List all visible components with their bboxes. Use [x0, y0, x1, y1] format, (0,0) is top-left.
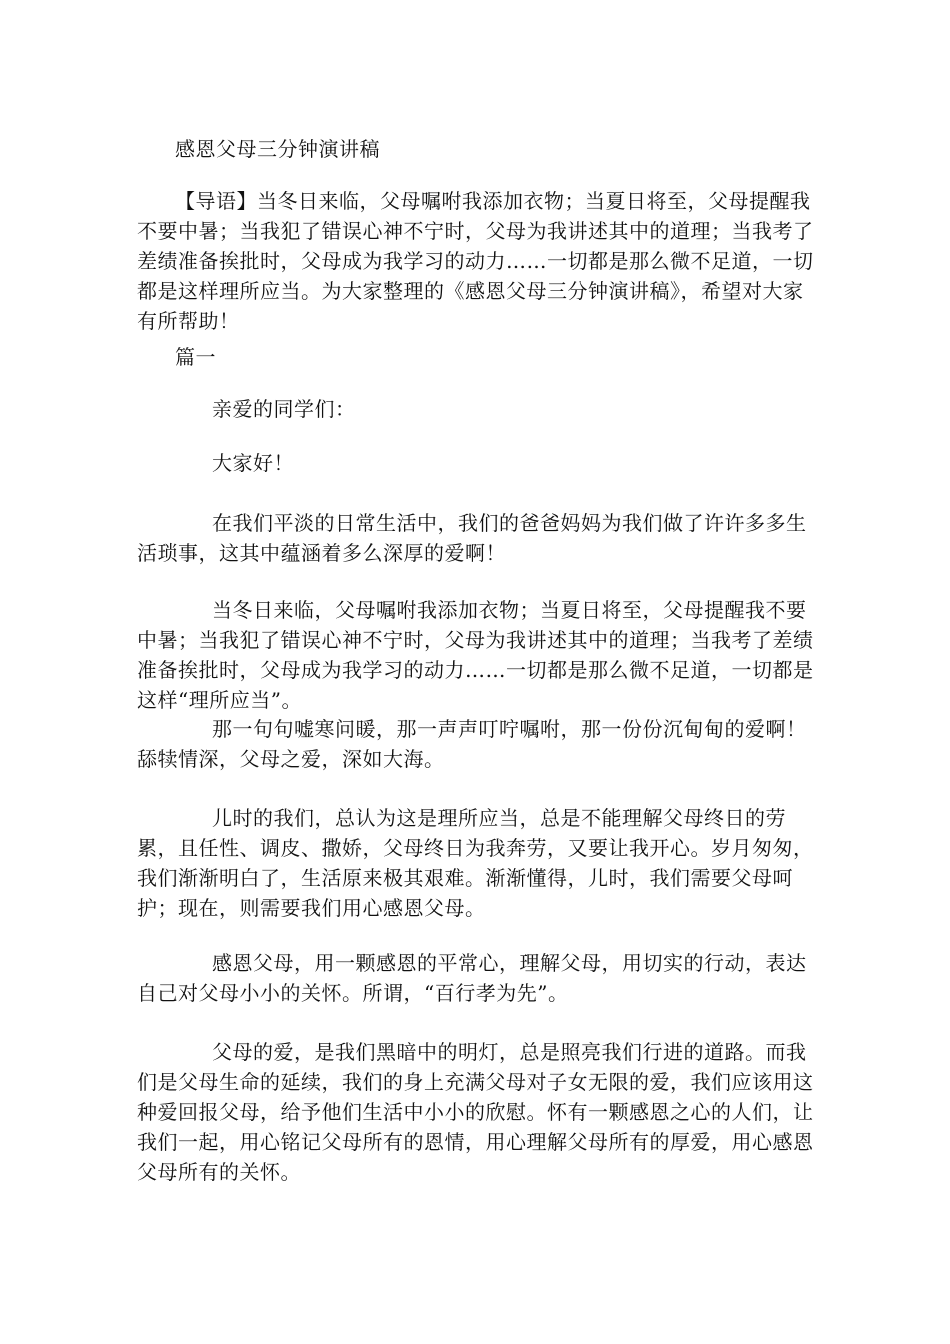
- document-title: 感恩父母三分钟演讲稿: [175, 137, 380, 161]
- intro-paragraph: 【导语】当冬日来临，父母嘱咐我添加衣物；当夏日将至，父母提醒我不要中暑；当我犯了错误心神不宁时，父母为我讲述其中的道理；当我考了差绩准备挨批时，父母成为我学习的动力……一切都是那么微不足道，一切都是这样理所应当。为大家整理的《感恩父母三分钟演讲稿》，希望对大家有所帮助！: [137, 189, 814, 333]
- body-paragraph: 当冬日来临，父母嘱咐我添加衣物；当夏日将至，父母提醒我不要中暑；当我犯了错误心神不宁时，父母为我讲述其中的道理；当我考了差绩准备挨批时，父母成为我学习的动力……一切都是那么微不足道，一切都是这样“理所应当”。: [137, 598, 814, 712]
- greeting: 大家好！: [212, 451, 294, 475]
- body-paragraph: 感恩父母，用一颗感恩的平常心，理解父母，用切实的行动，表达自己对父母小小的关怀。所谓，“百行孝为先”。: [137, 951, 807, 1005]
- salutation: 亲爱的同学们：: [212, 397, 356, 421]
- body-paragraph: 儿时的我们，总认为这是理所应当，总是不能理解父母终日的劳累，且任性、调皮、撒娇，父母终日为我奔劳，又要让我开心。岁月匆匆，我们渐渐明白了，生活原来极其艰难。渐渐懂得，儿时，我们需要父母呵护；现在，则需要我们用心感恩父母。: [137, 806, 814, 920]
- body-paragraph: 父母的爱，是我们黑暗中的明灯，总是照亮我们行进的道路。而我们是父母生命的延续，我们的身上充满父母对子女无限的爱，我们应该用这种爱回报父母，给予他们生活中小小的欣慰。怀有一颗感恩之心的人们，让我们一起，用心铭记父母所有的恩情，用心理解父母所有的厚爱，用心感恩父母所有的关怀。: [137, 1040, 814, 1184]
- body-paragraph: 在我们平淡的日常生活中，我们的爸爸妈妈为我们做了许许多多生活琐事，这其中蕴涵着多么深厚的爱啊！: [137, 511, 807, 565]
- section-label: 篇一: [175, 345, 216, 369]
- body-paragraph: 那一句句嘘寒问暖，那一声声叮咛嘱咐，那一份份沉甸甸的爱啊！舔犊情深，父母之爱，深如大海。: [137, 717, 807, 771]
